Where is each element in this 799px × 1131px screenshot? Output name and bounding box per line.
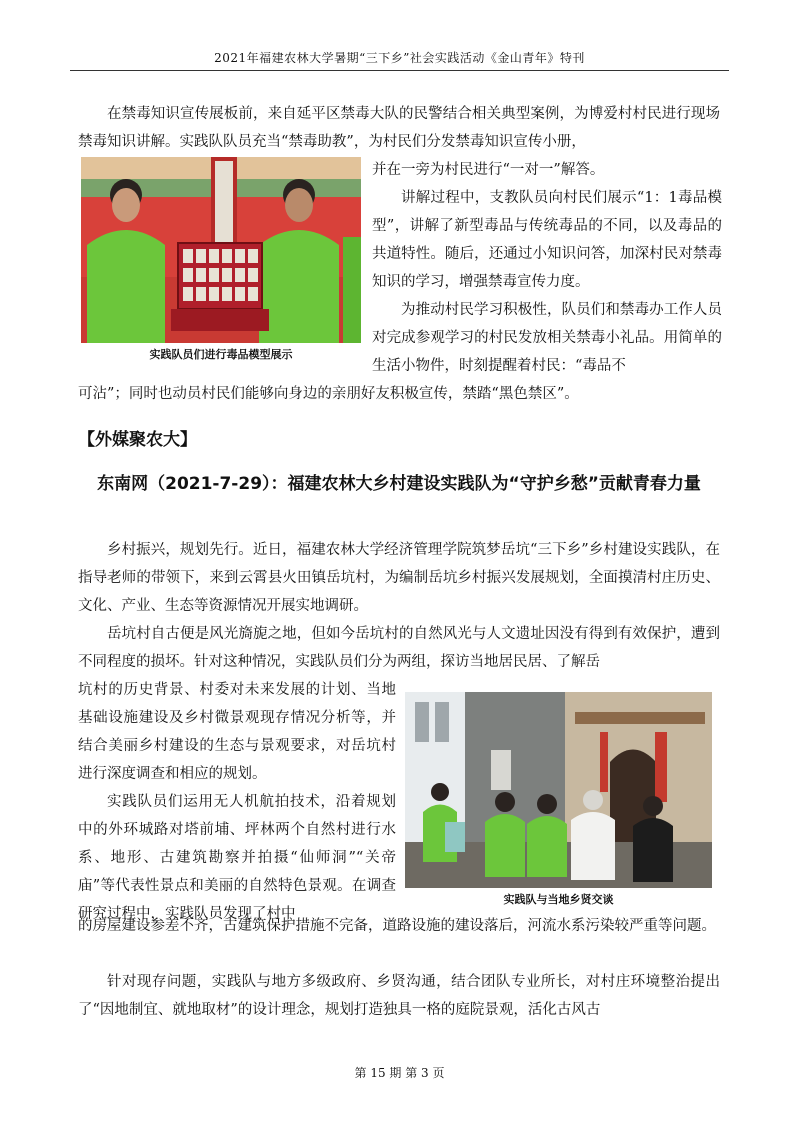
- photo-drug-model-display: [81, 157, 361, 343]
- paragraph-3: 为推动村民学习积极性，队员们和禁毒办工作人员对完成参观学习的村民发放相关禁毒小礼品。用简单的生活小物件，时刻提醒着村民：“毒品不: [372, 302, 722, 374]
- paragraph-6-side: 实践队员们运用无人机航拍技术，沿着规划中的外环城路对塔前埔、坪林两个自然村进行水系、地形、古建筑勘察并拍摄“仙师洞”“关帝庙”等代表性景点和美丽的自然特色景观。在调查研究过程中，实践队员发现了村中: [78, 794, 396, 922]
- header-rule: [70, 70, 729, 71]
- paragraph-2: 讲解过程中，支教队员向村民们展示“1：1毒品模型”，讲解了新型毒品与传统毒品的不同，以及毒品的共道特性。随后，还通过小知识问答，加深村民对禁毒知识的学习，增强禁毒宣传力度。: [372, 190, 722, 290]
- paragraph-4: 乡村振兴，规划先行。近日，福建农林大学经济管理学院筑梦岳坑“三下乡”乡村建设实践队，在指导老师的带领下，来到云霄县火田镇岳坑村，为编制岳坑乡村振兴发展规划，全面摸清村庄历史、文化、产业、生态等资源情况开展实地调研。: [78, 542, 720, 614]
- article-headline: 东南网（2021-7-29）：福建农林大乡村建设实践队为“守护乡愁”贡献青春力量: [97, 474, 701, 494]
- paragraph-6-continued: 的房屋建设参差不齐，古建筑保护措施不完备，道路设施的建设落后，河流水系污染较严重等问题。: [78, 918, 716, 934]
- photo-talk-with-villagers: [405, 692, 712, 888]
- page-footer: 第 15 期 第 3 页: [354, 1066, 445, 1080]
- paragraph-1: 在禁毒知识宣传展板前，来自延平区禁毒大队的民警结合相关典型案例，为博爱村村民进行现场禁毒知识讲解。实践队队员充当“禁毒助教”，为村民们分发禁毒知识宣传小册，: [78, 106, 720, 150]
- paragraph-3-continued: 可沾”；同时也动员村民们能够向身边的亲朋好友积极宣传，禁踏“黑色禁区”。: [78, 386, 579, 402]
- paragraph-1-continued: 并在一旁为村民进行“一对一”解答。: [372, 162, 605, 178]
- paragraph-5: 岳坑村自古便是风光旖旎之地，但如今岳坑村的自然风光与人文遗址因没有得到有效保护，遭到不同程度的损坏。针对这种情况，实践队员们分为两组，探访当地居民居、了解岳: [78, 626, 720, 670]
- photo-caption-1: 实践队员们进行毒品模型展示: [149, 348, 293, 361]
- page-header: 2021年福建农林大学暑期“三下乡”社会实践活动《金山青年》特刊: [214, 51, 585, 65]
- section-label: 【外媒聚农大】: [78, 430, 197, 450]
- paragraph-7: 针对现存问题，实践队与地方多级政府、乡贤沟通，结合团队专业所长，对村庄环境整治提出了“因地制宜、就地取材”的设计理念，规划打造独具一格的庭院景观，活化古风古: [78, 974, 720, 1018]
- paragraph-5-side: 坑村的历史背景、村委对未来发展的计划、当地基础设施建设及乡村微景观现存情况分析等，并结合美丽乡村建设的生态与景观要求，对岳坑村进行深度调查和相应的规划。: [78, 682, 396, 782]
- photo-caption-2: 实践队与当地乡贤交谈: [503, 893, 614, 906]
